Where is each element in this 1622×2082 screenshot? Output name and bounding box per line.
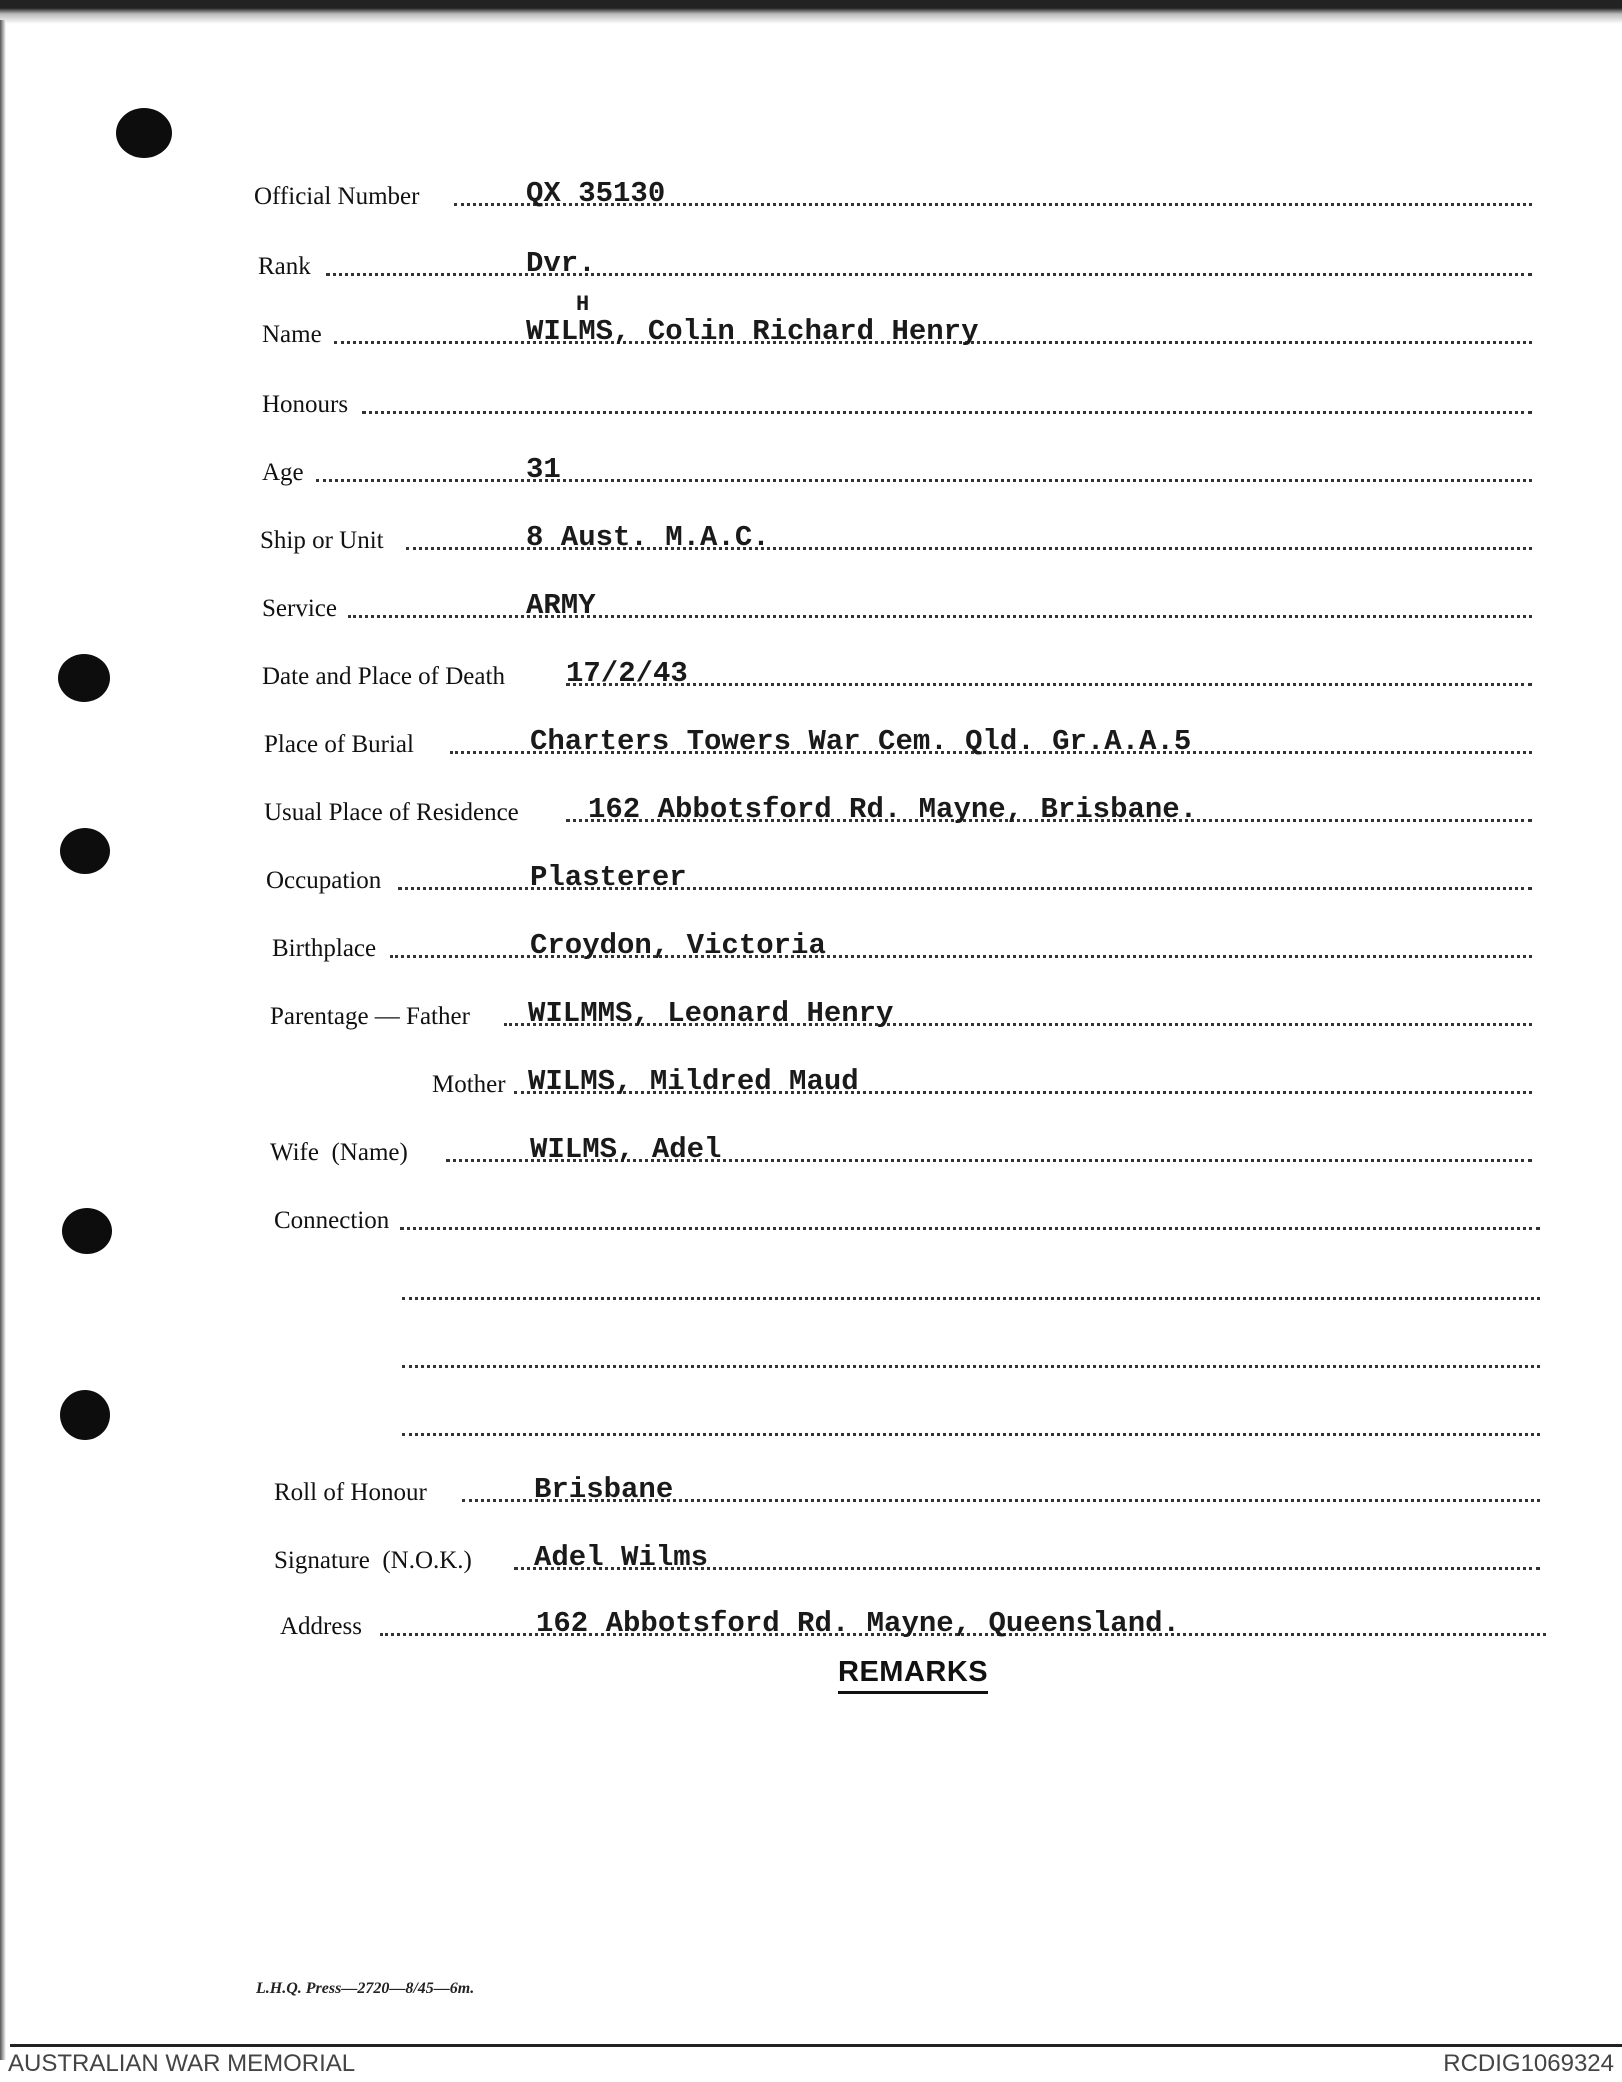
field-label: Service xyxy=(262,595,337,622)
dotted-line xyxy=(316,479,1532,482)
name-correction-mark: H xyxy=(576,292,590,317)
field-label: Birthplace xyxy=(272,935,377,962)
field-value: WILMMS, Leonard Henry xyxy=(528,997,894,1030)
dotted-line xyxy=(326,273,1532,276)
field-usual-residence xyxy=(0,778,1560,828)
field-label: Signature (N.O.K.) xyxy=(274,1547,472,1574)
field-label: Connection xyxy=(274,1207,390,1234)
field-occupation xyxy=(0,846,1560,896)
field-label: Usual Place of Residence xyxy=(264,799,519,826)
field-honours xyxy=(0,370,1560,420)
field-value: QX 35130 xyxy=(526,177,666,210)
field-service xyxy=(0,574,1560,624)
archive-reference: RCDIG1069324 xyxy=(1443,2050,1614,2077)
punch-hole xyxy=(116,108,172,158)
field-label: Age xyxy=(262,459,304,486)
field-value: Charters Towers War Cem. Qld. Gr.A.A.5 xyxy=(530,725,1192,758)
field-date-place-of-death xyxy=(0,642,1560,692)
field-value: WILMS, Adel xyxy=(530,1133,722,1166)
field-value: 8 Aust. M.A.C. xyxy=(526,521,770,554)
field-label: Name xyxy=(262,321,322,348)
field-label: Mother xyxy=(432,1071,506,1098)
field-value: Plasterer xyxy=(530,861,687,894)
field-value: 31 xyxy=(526,453,561,486)
scan-top-edge xyxy=(0,0,1622,24)
field-label: Ship or Unit xyxy=(260,527,384,554)
remarks-heading: REMARKS xyxy=(838,1656,988,1694)
field-value: Dvr. xyxy=(526,247,596,280)
field-wife xyxy=(0,1118,1560,1168)
scan-bottom-edge xyxy=(10,2044,1622,2047)
field-connection xyxy=(0,1186,1560,1236)
field-father xyxy=(0,982,1560,1032)
field-value: 162 Abbotsford Rd. Mayne, Queensland. xyxy=(536,1607,1180,1640)
printer-imprint: L.H.Q. Press—2720—8/45—6m. xyxy=(256,1980,475,1997)
field-value: WILMS, Mildred Maud xyxy=(528,1065,859,1098)
field-rank xyxy=(0,232,1560,282)
field-place-of-burial xyxy=(0,710,1560,760)
connection-extra-line xyxy=(0,1392,1560,1442)
field-value: Croydon, Victoria xyxy=(530,929,826,962)
field-name xyxy=(0,292,1560,350)
dotted-line xyxy=(402,1433,1540,1436)
field-value: 162 Abbotsford Rd. Mayne, Brisbane. xyxy=(588,793,1198,826)
dotted-line xyxy=(400,1227,1540,1230)
field-age xyxy=(0,438,1560,488)
field-label: Address xyxy=(280,1613,362,1640)
field-roll-of-honour xyxy=(0,1458,1560,1508)
field-label: Date and Place of Death xyxy=(262,663,505,690)
field-label: Honours xyxy=(262,391,349,418)
connection-extra-line xyxy=(0,1324,1560,1374)
dotted-line xyxy=(362,411,1532,414)
field-label: Roll of Honour xyxy=(274,1479,427,1506)
field-signature xyxy=(0,1526,1560,1576)
field-value: ARMY xyxy=(526,589,596,622)
field-value: 17/2/43 xyxy=(566,657,688,690)
field-value: Adel Wilms xyxy=(534,1541,709,1574)
field-address xyxy=(0,1592,1560,1642)
dotted-line xyxy=(402,1297,1540,1300)
field-label: Parentage — Father xyxy=(270,1003,470,1030)
field-label: Wife (Name) xyxy=(270,1139,408,1166)
field-value: Brisbane xyxy=(534,1473,674,1506)
connection-extra-line xyxy=(0,1256,1560,1306)
field-label: Place of Burial xyxy=(264,731,414,758)
field-ship-or-unit xyxy=(0,506,1560,556)
field-label: Rank xyxy=(258,253,311,280)
archive-name: AUSTRALIAN WAR MEMORIAL xyxy=(8,2050,356,2077)
dotted-line xyxy=(566,683,1532,686)
field-mother xyxy=(0,1050,1560,1100)
field-birthplace xyxy=(0,914,1560,964)
field-label: Occupation xyxy=(266,867,382,894)
field-label: Official Number xyxy=(254,183,420,210)
field-official-number xyxy=(0,162,1560,212)
field-value: WILMS, Colin Richard Henry xyxy=(526,315,979,348)
dotted-line xyxy=(402,1365,1540,1368)
